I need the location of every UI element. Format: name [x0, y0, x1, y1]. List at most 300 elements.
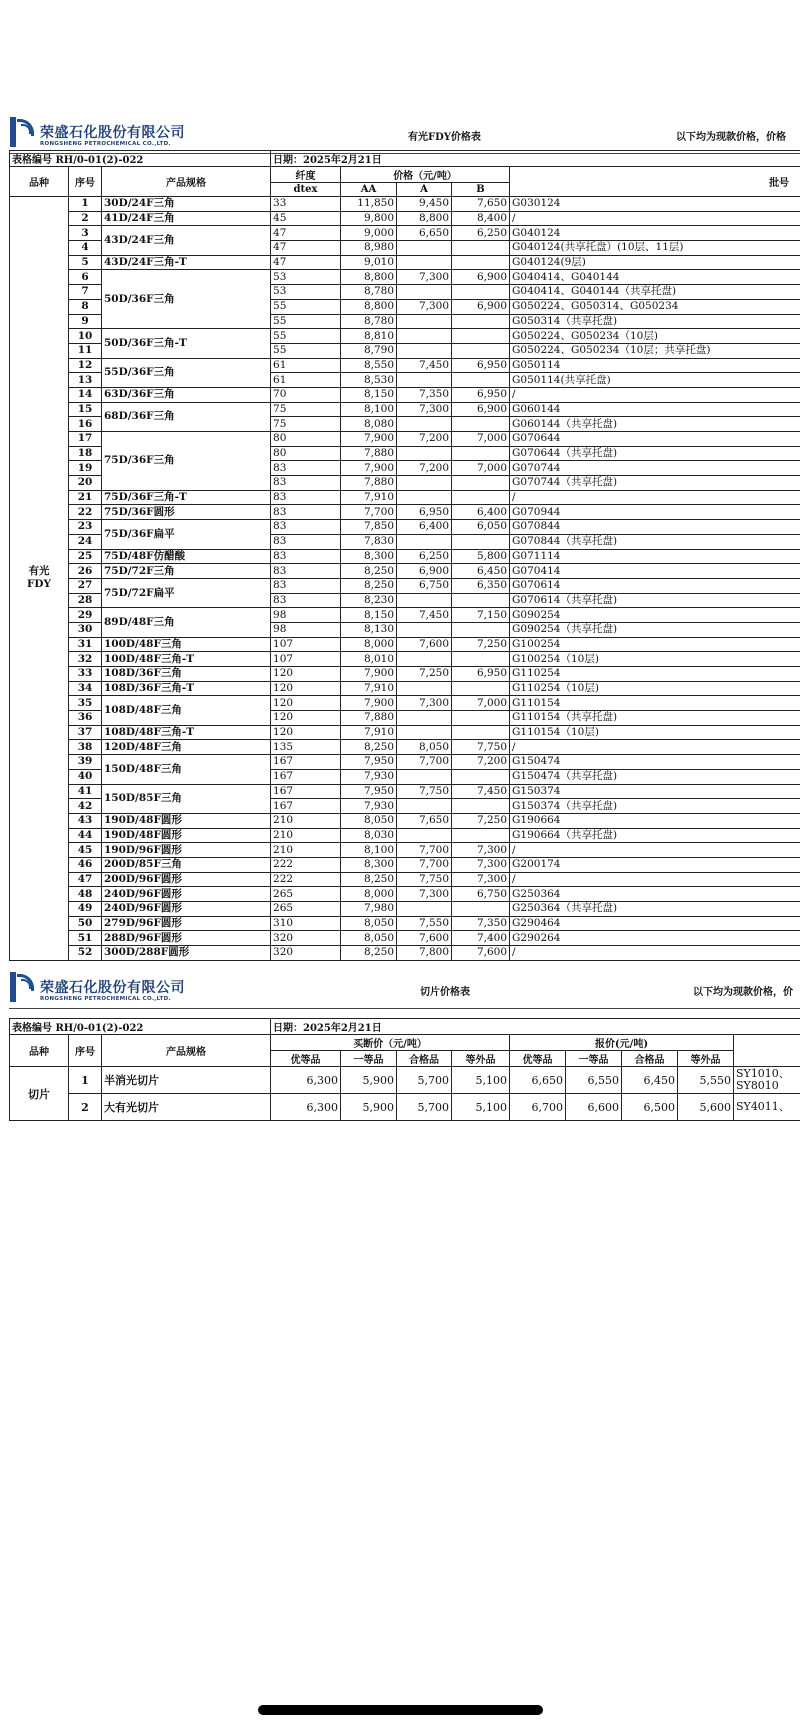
batch-cell: G070614 [510, 578, 800, 593]
seq-cell: 28 [69, 593, 102, 608]
price-a-cell [397, 711, 452, 726]
price-aa-cell: 7,700 [341, 505, 397, 520]
spec-cell: 288D/96F圆形 [102, 931, 271, 946]
dtex-cell: 47 [271, 255, 341, 270]
price-b-cell [452, 593, 510, 608]
seq-cell: 37 [69, 725, 102, 740]
batch-cell: G040124(9层) [510, 255, 800, 270]
table-row [10, 637, 800, 652]
dtex-cell: 70 [271, 387, 341, 402]
seq-cell: 45 [69, 843, 102, 858]
seq-cell: 34 [69, 681, 102, 696]
price-b-cell: 6,750 [452, 887, 510, 902]
price-a-cell: 7,600 [397, 637, 452, 652]
price-b-cell: 7,750 [452, 740, 510, 755]
price-aa-cell: 7,830 [341, 534, 397, 549]
batch-cell: G040124(共享托盘）(10层、11层) [510, 241, 800, 256]
header-grade: 合格品 [397, 1051, 452, 1067]
spec-cell: 41D/24F三角 [102, 211, 271, 226]
price-a-cell [397, 769, 452, 784]
spec-cell: 240D/96F圆形 [102, 902, 271, 917]
spec-cell: 75D/36F扁平 [102, 520, 271, 549]
company-name-en: RONGSHENG PETROCHEMICAL CO.,LTD. [40, 141, 171, 147]
dtex-cell: 265 [271, 902, 341, 917]
dtex-cell: 83 [271, 490, 341, 505]
table-row [10, 725, 800, 740]
price-aa-cell: 9,010 [341, 255, 397, 270]
table-row [10, 490, 800, 505]
batch-cell: G071114 [510, 549, 800, 564]
price-aa-cell: 7,900 [341, 667, 397, 682]
price-a-cell: 7,450 [397, 608, 452, 623]
batch-cell: G110154 [510, 696, 800, 711]
price-aa-cell: 8,250 [341, 872, 397, 887]
batch-cell: G030124 [510, 197, 800, 212]
batch-cell: / [510, 946, 800, 961]
buyout-price-cell: 5,700 [397, 1067, 452, 1094]
seq-cell: 27 [69, 578, 102, 593]
dtex-cell: 75 [271, 417, 341, 432]
price-a-cell: 6,650 [397, 226, 452, 241]
price-aa-cell: 8,250 [341, 740, 397, 755]
price-b-cell [452, 652, 510, 667]
price-b-cell [452, 622, 510, 637]
dtex-cell: 55 [271, 314, 341, 329]
price-b-cell: 5,800 [452, 549, 510, 564]
table-row [10, 784, 800, 799]
dtex-cell: 83 [271, 593, 341, 608]
fdy-price-table [9, 150, 800, 961]
price-a-cell [397, 343, 452, 358]
dtex-cell: 120 [271, 696, 341, 711]
variety-cell: 有光FDY [10, 197, 69, 961]
seq-cell: 13 [69, 373, 102, 388]
batch-cell: / [510, 387, 800, 402]
seq-cell: 15 [69, 402, 102, 417]
dtex-cell: 135 [271, 740, 341, 755]
dtex-cell: 210 [271, 828, 341, 843]
price-a-cell [397, 329, 452, 344]
price-aa-cell: 7,900 [341, 432, 397, 447]
price-b-cell [452, 285, 510, 300]
price-b-cell: 6,250 [452, 226, 510, 241]
divider [9, 1008, 800, 1009]
price-a-cell: 7,750 [397, 784, 452, 799]
spec-cell: 55D/36F三角 [102, 358, 271, 387]
seq-cell: 39 [69, 755, 102, 770]
price-b-cell [452, 241, 510, 256]
seq-cell: 7 [69, 285, 102, 300]
price-a-cell: 7,700 [397, 843, 452, 858]
seq-cell: 17 [69, 432, 102, 447]
quote-price-cell: 6,550 [566, 1067, 622, 1094]
table-row [10, 432, 800, 447]
spec-cell: 100D/48F三角-T [102, 652, 271, 667]
seq-cell: 21 [69, 490, 102, 505]
batch-cell: G250364（共享托盘) [510, 902, 800, 917]
dtex-cell: 265 [271, 887, 341, 902]
dtex-cell: 61 [271, 358, 341, 373]
table-row [10, 916, 800, 931]
spec-cell: 108D/48F三角-T [102, 725, 271, 740]
dtex-cell: 83 [271, 549, 341, 564]
table-row [10, 681, 800, 696]
price-a-cell [397, 490, 452, 505]
price-aa-cell: 11,850 [341, 197, 397, 212]
price-b-cell: 7,150 [452, 608, 510, 623]
price-a-cell [397, 534, 452, 549]
quote-price-cell: 6,700 [510, 1094, 566, 1121]
price-aa-cell: 8,030 [341, 828, 397, 843]
price-b-cell: 6,400 [452, 505, 510, 520]
batch-cell: G040124 [510, 226, 800, 241]
dtex-cell: 120 [271, 681, 341, 696]
dtex-cell: 83 [271, 564, 341, 579]
table-row [10, 520, 800, 535]
seq-cell: 33 [69, 667, 102, 682]
header-seq: 序号 [69, 1035, 102, 1067]
spec-cell: 150D/48F三角 [102, 755, 271, 784]
seq-cell: 19 [69, 461, 102, 476]
spec-cell: 120D/48F三角 [102, 740, 271, 755]
price-a-cell: 7,700 [397, 857, 452, 872]
dtex-cell: 98 [271, 608, 341, 623]
price-aa-cell: 8,000 [341, 887, 397, 902]
table-row [10, 578, 800, 593]
price-aa-cell: 7,910 [341, 681, 397, 696]
batch-cell: G060144（共享托盘) [510, 417, 800, 432]
chip-sheet-title: 切片价格表 [420, 987, 470, 998]
dtex-cell: 45 [271, 211, 341, 226]
price-a-cell: 7,650 [397, 813, 452, 828]
batch-cell: G040414、G040144 [510, 270, 800, 285]
price-b-cell [452, 417, 510, 432]
batch-cell: / [510, 740, 800, 755]
model-code: SY1010、 [736, 1067, 790, 1080]
price-b-cell: 7,000 [452, 696, 510, 711]
price-a-cell: 7,700 [397, 755, 452, 770]
price-b-cell [452, 314, 510, 329]
seq-cell: 18 [69, 446, 102, 461]
price-a-cell [397, 476, 452, 491]
seq-cell: 30 [69, 622, 102, 637]
price-a-cell [397, 622, 452, 637]
spec-cell: 75D/36F三角 [102, 432, 271, 491]
spec-cell: 279D/96F圆形 [102, 916, 271, 931]
batch-cell: G110154（共享托盘) [510, 711, 800, 726]
table-row [10, 652, 800, 667]
price-a-cell [397, 652, 452, 667]
model-code: SY8010 [736, 1079, 779, 1092]
price-a-cell [397, 285, 452, 300]
spec-cell: 大有光切片 [102, 1094, 271, 1121]
spec-cell: 108D/48F三角 [102, 696, 271, 725]
seq-cell: 5 [69, 255, 102, 270]
header-variety: 品种 [10, 1035, 69, 1067]
price-a-cell: 6,400 [397, 520, 452, 535]
buyout-price-cell: 6,300 [271, 1067, 341, 1094]
price-b-cell [452, 329, 510, 344]
seq-cell: 29 [69, 608, 102, 623]
table-row [10, 857, 800, 872]
seq-cell: 16 [69, 417, 102, 432]
seq-cell: 10 [69, 329, 102, 344]
spec-cell: 190D/48F圆形 [102, 828, 271, 843]
dtex-cell: 47 [271, 226, 341, 241]
price-b-cell: 6,350 [452, 578, 510, 593]
buyout-price-cell: 5,900 [341, 1067, 397, 1094]
spec-cell: 240D/96F圆形 [102, 887, 271, 902]
dtex-cell: 83 [271, 476, 341, 491]
batch-cell: / [510, 490, 800, 505]
batch-cell: / [510, 872, 800, 887]
dtex-cell: 83 [271, 520, 341, 535]
price-b-cell [452, 373, 510, 388]
price-a-cell: 7,300 [397, 299, 452, 314]
quote-price-cell: 6,500 [622, 1094, 678, 1121]
batch-cell: G110154（10层) [510, 725, 800, 740]
price-a-cell: 7,300 [397, 270, 452, 285]
dtex-cell: 55 [271, 343, 341, 358]
price-aa-cell: 8,250 [341, 946, 397, 961]
dtex-cell: 167 [271, 769, 341, 784]
price-aa-cell: 7,880 [341, 711, 397, 726]
seq-cell: 52 [69, 946, 102, 961]
price-a-cell: 6,750 [397, 578, 452, 593]
batch-cell: G250364 [510, 887, 800, 902]
price-a-cell: 7,300 [397, 887, 452, 902]
dtex-cell: 55 [271, 299, 341, 314]
header-dtex: dtex [271, 183, 341, 197]
price-a-cell [397, 681, 452, 696]
price-a-cell [397, 241, 452, 256]
table-row [10, 740, 800, 755]
model-cell [734, 1094, 800, 1121]
batch-cell: G070744（共享托盘) [510, 476, 800, 491]
variety-cell: 切片 [10, 1067, 69, 1121]
table-row [10, 226, 800, 241]
price-b-cell: 7,350 [452, 916, 510, 931]
spec-cell: 150D/85F三角 [102, 784, 271, 813]
price-a-cell: 7,750 [397, 872, 452, 887]
price-b-cell: 6,450 [452, 564, 510, 579]
batch-cell: / [510, 843, 800, 858]
price-b-cell: 6,900 [452, 402, 510, 417]
price-aa-cell: 8,780 [341, 314, 397, 329]
price-a-cell [397, 446, 452, 461]
price-b-cell: 6,950 [452, 667, 510, 682]
batch-cell: G150474（共享托盘) [510, 769, 800, 784]
dtex-cell: 222 [271, 857, 341, 872]
price-b-cell: 6,950 [452, 387, 510, 402]
price-aa-cell: 8,780 [341, 285, 397, 300]
quote-price-cell: 5,550 [678, 1067, 734, 1094]
batch-cell: G070844 [510, 520, 800, 535]
price-aa-cell: 8,530 [341, 373, 397, 388]
price-aa-cell: 8,100 [341, 843, 397, 858]
seq-cell: 1 [69, 197, 102, 212]
spec-cell: 30D/24F三角 [102, 197, 271, 212]
model-cell [734, 1067, 800, 1094]
price-b-cell [452, 490, 510, 505]
sheet-date: 日期：2025年2月21日 [271, 1019, 800, 1035]
dtex-cell: 107 [271, 652, 341, 667]
dtex-cell: 80 [271, 432, 341, 447]
spec-cell: 89D/48F三角 [102, 608, 271, 637]
price-b-cell: 7,300 [452, 857, 510, 872]
price-b-cell: 6,050 [452, 520, 510, 535]
table-row [10, 931, 800, 946]
price-b-cell: 7,600 [452, 946, 510, 961]
table-row [10, 608, 800, 623]
table-row [10, 1094, 800, 1121]
price-aa-cell: 9,800 [341, 211, 397, 226]
price-a-cell [397, 828, 452, 843]
seq-cell: 9 [69, 314, 102, 329]
dtex-cell: 320 [271, 946, 341, 961]
price-aa-cell: 8,550 [341, 358, 397, 373]
buyout-price-cell: 5,900 [341, 1094, 397, 1121]
spec-cell: 108D/36F三角-T [102, 681, 271, 696]
dtex-cell: 120 [271, 667, 341, 682]
fdy-sheet-title: 有光FDY价格表 [408, 132, 481, 143]
buyout-price-cell: 5,100 [452, 1067, 510, 1094]
table-row [10, 946, 800, 961]
batch-cell: G070944 [510, 505, 800, 520]
price-aa-cell: 7,950 [341, 755, 397, 770]
seq-cell: 32 [69, 652, 102, 667]
batch-cell: G070644 [510, 432, 800, 447]
batch-cell: G050114(共享托盘) [510, 373, 800, 388]
batch-cell: G050314（共享托盘) [510, 314, 800, 329]
batch-cell: G050224、G050234（10层；共享托盘) [510, 343, 800, 358]
spec-cell: 190D/96F圆形 [102, 843, 271, 858]
header-batch-label: 批号 [769, 178, 790, 189]
batch-cell: G200174 [510, 857, 800, 872]
seq-cell: 26 [69, 564, 102, 579]
price-a-cell: 7,800 [397, 946, 452, 961]
batch-cell: G100254（10层) [510, 652, 800, 667]
price-aa-cell: 7,910 [341, 725, 397, 740]
seq-cell: 6 [69, 270, 102, 285]
form-number: 表格编号 RH/0-01(2)-022 [10, 151, 271, 167]
table-row [10, 843, 800, 858]
price-a-cell: 7,600 [397, 931, 452, 946]
price-a-cell: 6,250 [397, 549, 452, 564]
model-code: SY4011、 [736, 1100, 790, 1113]
spec-cell: 50D/36F三角 [102, 270, 271, 329]
table-row [10, 270, 800, 285]
header-variety: 品种 [10, 167, 69, 197]
header-a: A [397, 183, 452, 197]
table-row [10, 667, 800, 682]
price-a-cell: 6,900 [397, 564, 452, 579]
seq-cell: 36 [69, 711, 102, 726]
dtex-cell: 120 [271, 711, 341, 726]
price-b-cell: 8,400 [452, 211, 510, 226]
seq-cell: 8 [69, 299, 102, 314]
header-model [734, 1035, 800, 1067]
price-aa-cell: 8,010 [341, 652, 397, 667]
spec-cell: 68D/36F三角 [102, 402, 271, 431]
dtex-cell: 222 [271, 872, 341, 887]
price-aa-cell: 8,980 [341, 241, 397, 256]
spec-cell: 43D/24F三角 [102, 226, 271, 255]
logo-icon [10, 117, 36, 147]
table-row [10, 755, 800, 770]
dtex-cell: 83 [271, 578, 341, 593]
price-b-cell [452, 476, 510, 491]
company-logo-2 [10, 972, 185, 1002]
dtex-cell: 53 [271, 285, 341, 300]
table-row [10, 549, 800, 564]
price-b-cell: 7,200 [452, 755, 510, 770]
price-aa-cell: 8,150 [341, 608, 397, 623]
seq-cell: 50 [69, 916, 102, 931]
seq-cell: 51 [69, 931, 102, 946]
chip-sheet-note: 以下均为现款价格，价 [693, 987, 793, 998]
table-row [10, 887, 800, 902]
price-a-cell [397, 902, 452, 917]
spec-cell: 半消光切片 [102, 1067, 271, 1094]
batch-cell: G110254 [510, 667, 800, 682]
header-grade: 等外品 [452, 1051, 510, 1067]
spec-cell: 200D/96F圆形 [102, 872, 271, 887]
dtex-cell: 167 [271, 799, 341, 814]
price-aa-cell: 8,250 [341, 564, 397, 579]
price-aa-cell: 8,790 [341, 343, 397, 358]
seq-cell: 48 [69, 887, 102, 902]
price-aa-cell: 7,850 [341, 520, 397, 535]
seq-cell: 23 [69, 520, 102, 535]
seq-cell: 14 [69, 387, 102, 402]
price-b-cell [452, 769, 510, 784]
header-grade: 优等品 [510, 1051, 566, 1067]
table-row [10, 813, 800, 828]
home-indicator[interactable] [258, 1705, 543, 1715]
table-row [10, 564, 800, 579]
price-a-cell [397, 799, 452, 814]
header-grade: 一等品 [566, 1051, 622, 1067]
price-aa-cell: 7,930 [341, 769, 397, 784]
header-seq: 序号 [69, 167, 102, 197]
price-b-cell [452, 725, 510, 740]
header-buyout-group: 买断价（元/吨） [271, 1035, 510, 1051]
price-aa-cell: 8,050 [341, 931, 397, 946]
batch-cell: G150374（共享托盘) [510, 799, 800, 814]
seq-cell: 1 [69, 1067, 102, 1094]
price-b-cell: 7,450 [452, 784, 510, 799]
price-aa-cell: 7,880 [341, 476, 397, 491]
seq-cell: 35 [69, 696, 102, 711]
sheet-date: 日期：2025年2月21日 [271, 151, 800, 167]
batch-cell: G070414 [510, 564, 800, 579]
price-aa-cell: 8,050 [341, 916, 397, 931]
dtex-cell: 83 [271, 461, 341, 476]
batch-cell: G290464 [510, 916, 800, 931]
seq-cell: 2 [69, 211, 102, 226]
spec-cell: 190D/48F圆形 [102, 813, 271, 828]
dtex-cell: 83 [271, 534, 341, 549]
price-aa-cell: 8,800 [341, 270, 397, 285]
batch-cell: G150474 [510, 755, 800, 770]
dtex-cell: 320 [271, 931, 341, 946]
price-aa-cell: 8,300 [341, 549, 397, 564]
spec-cell: 50D/36F三角-T [102, 329, 271, 358]
table-row [10, 902, 800, 917]
batch-cell: / [510, 211, 800, 226]
header-grade: 等外品 [678, 1051, 734, 1067]
